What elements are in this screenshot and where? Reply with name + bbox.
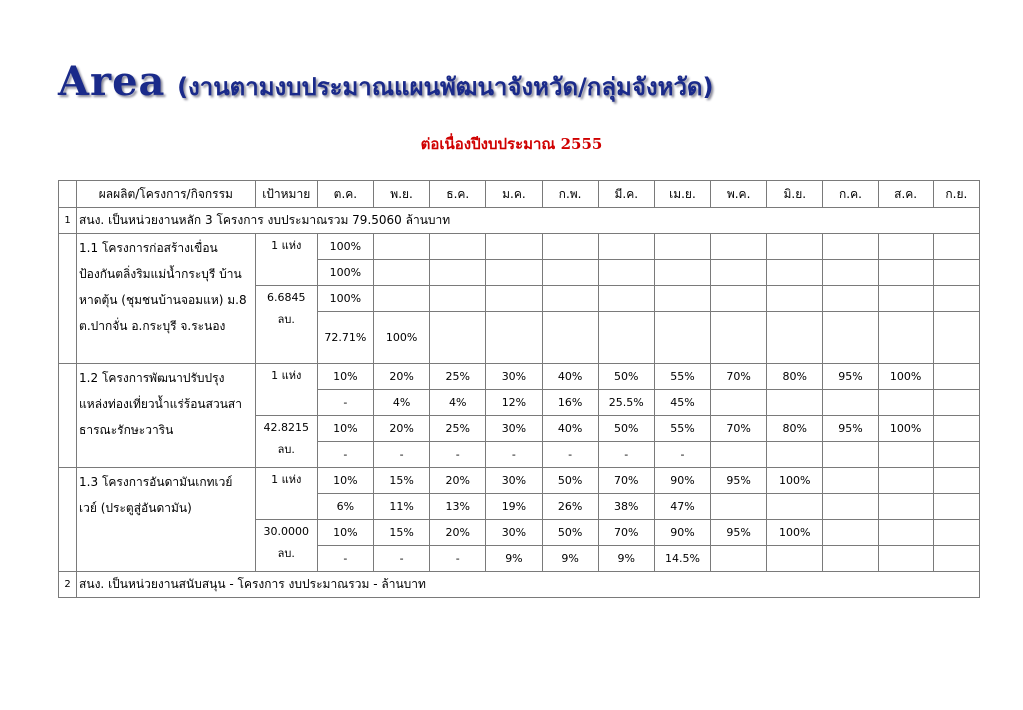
progress-cell: 70% bbox=[711, 364, 767, 390]
progress-cell: 95% bbox=[711, 520, 767, 546]
progress-cell bbox=[767, 442, 823, 468]
progress-cell bbox=[654, 234, 710, 260]
progress-cell: 80% bbox=[767, 416, 823, 442]
progress-cell bbox=[933, 312, 979, 364]
progress-cell bbox=[933, 234, 979, 260]
progress-cell bbox=[654, 312, 710, 364]
progress-cell: 6% bbox=[317, 494, 373, 520]
progress-cell: 12% bbox=[486, 390, 542, 416]
header-row bbox=[59, 181, 980, 208]
progress-cell: 100% bbox=[878, 364, 933, 390]
progress-cell: 95% bbox=[823, 416, 878, 442]
progress-cell bbox=[933, 364, 979, 390]
progress-cell: 80% bbox=[767, 364, 823, 390]
progress-cell: 100% bbox=[767, 520, 823, 546]
progress-cell: 90% bbox=[654, 468, 710, 494]
progress-cell: 90% bbox=[654, 520, 710, 546]
progress-cell: 70% bbox=[598, 520, 654, 546]
target-budget-value: 6.6845 bbox=[266, 291, 306, 304]
progress-cell: - bbox=[317, 546, 373, 572]
progress-cell: 9% bbox=[486, 546, 542, 572]
progress-cell: 100% bbox=[878, 416, 933, 442]
progress-cell bbox=[430, 286, 486, 312]
progress-cell bbox=[598, 260, 654, 286]
section-number: 1 bbox=[59, 208, 77, 234]
plan-table bbox=[58, 180, 980, 598]
progress-cell bbox=[711, 260, 767, 286]
progress-cell: 10% bbox=[317, 520, 373, 546]
section-text: สนง. เป็นหน่วยงานสนับสนุน - โครงการ งบประมาณรวม - ล้านบาท bbox=[77, 572, 980, 598]
progress-cell: 20% bbox=[430, 468, 486, 494]
progress-cell bbox=[878, 286, 933, 312]
progress-cell: 30% bbox=[486, 520, 542, 546]
progress-cell bbox=[823, 260, 878, 286]
progress-cell bbox=[878, 442, 933, 468]
header-cell-month: ส.ค. bbox=[878, 181, 933, 208]
progress-cell: 15% bbox=[373, 468, 429, 494]
progress-cell: 50% bbox=[542, 468, 598, 494]
progress-cell bbox=[711, 234, 767, 260]
section-row bbox=[59, 208, 980, 234]
header-cell-month: มิ.ย. bbox=[767, 181, 823, 208]
progress-cell bbox=[767, 494, 823, 520]
progress-cell: 100% bbox=[317, 286, 373, 312]
target-budget-unit: ลบ. bbox=[277, 443, 295, 456]
progress-cell: 20% bbox=[430, 520, 486, 546]
progress-cell: 13% bbox=[430, 494, 486, 520]
progress-cell: 50% bbox=[542, 520, 598, 546]
progress-cell: - bbox=[542, 442, 598, 468]
progress-cell: 100% bbox=[317, 234, 373, 260]
title-sub: (งานตามงบประมาณแผนพัฒนาจังหวัด/กลุ่มจังหวัด) bbox=[177, 73, 714, 101]
progress-cell bbox=[598, 312, 654, 364]
target-budget-value: 30.0000 bbox=[263, 525, 309, 538]
progress-cell: 14.5% bbox=[654, 546, 710, 572]
table-row bbox=[59, 364, 980, 390]
header-cell-month: ก.ค. bbox=[823, 181, 878, 208]
progress-cell: 25.5% bbox=[598, 390, 654, 416]
progress-cell: 70% bbox=[598, 468, 654, 494]
progress-cell: 72.71% bbox=[317, 312, 373, 364]
table-row bbox=[59, 468, 980, 494]
progress-cell: 95% bbox=[711, 468, 767, 494]
header-cell-month: พ.ย. bbox=[373, 181, 429, 208]
progress-cell bbox=[430, 234, 486, 260]
progress-cell bbox=[486, 260, 542, 286]
progress-cell: 40% bbox=[542, 364, 598, 390]
progress-cell: 15% bbox=[373, 520, 429, 546]
progress-cell: 19% bbox=[486, 494, 542, 520]
progress-cell: 38% bbox=[598, 494, 654, 520]
progress-cell: 10% bbox=[317, 364, 373, 390]
progress-cell bbox=[878, 494, 933, 520]
header-cell-month: ธ.ค. bbox=[430, 181, 486, 208]
progress-cell: 9% bbox=[542, 546, 598, 572]
progress-cell bbox=[878, 260, 933, 286]
header-cell-no bbox=[59, 181, 77, 208]
target-unit: 1 แห่ง bbox=[255, 364, 317, 416]
progress-cell: 9% bbox=[598, 546, 654, 572]
progress-cell: 4% bbox=[373, 390, 429, 416]
progress-cell bbox=[823, 286, 878, 312]
progress-cell: 70% bbox=[711, 416, 767, 442]
progress-cell bbox=[767, 234, 823, 260]
progress-cell bbox=[542, 234, 598, 260]
progress-cell bbox=[542, 286, 598, 312]
row-number-cell bbox=[59, 364, 77, 468]
header-cell-month: ต.ค. bbox=[317, 181, 373, 208]
progress-cell bbox=[654, 260, 710, 286]
progress-cell bbox=[878, 546, 933, 572]
progress-cell bbox=[711, 546, 767, 572]
progress-cell: 11% bbox=[373, 494, 429, 520]
progress-cell bbox=[542, 260, 598, 286]
target-budget-unit: ลบ. bbox=[277, 547, 295, 560]
target-budget bbox=[255, 286, 317, 364]
progress-cell bbox=[823, 546, 878, 572]
progress-cell bbox=[373, 260, 429, 286]
progress-cell bbox=[486, 312, 542, 364]
progress-cell bbox=[711, 286, 767, 312]
progress-cell bbox=[823, 494, 878, 520]
progress-cell: 100% bbox=[767, 468, 823, 494]
title-main: Area bbox=[58, 58, 166, 105]
progress-cell bbox=[654, 286, 710, 312]
header-cell-month: ม.ค. bbox=[486, 181, 542, 208]
progress-cell bbox=[823, 442, 878, 468]
progress-cell bbox=[933, 416, 979, 442]
target-budget-value: 42.8215 bbox=[263, 421, 309, 434]
target-budget bbox=[255, 520, 317, 572]
progress-cell: 100% bbox=[373, 312, 429, 364]
page-title bbox=[58, 58, 714, 106]
progress-cell: 45% bbox=[654, 390, 710, 416]
progress-cell: - bbox=[598, 442, 654, 468]
progress-cell bbox=[823, 234, 878, 260]
progress-cell: 50% bbox=[598, 364, 654, 390]
section-text: สนง. เป็นหน่วยงานหลัก 3 โครงการ งบประมาณรวม 79.5060 ล้านบาท bbox=[77, 208, 980, 234]
project-name: 1.1 โครงการก่อสร้างเขื่อนป้องกันตลิ่งริมแม่น้ำกระบุรี บ้านหาดตุ้น (ชุมชนบ้านจอมแห) ม.8 ต.ปากจั่น อ.กระบุรี จ.ระนอง bbox=[77, 234, 256, 364]
progress-cell: 25% bbox=[430, 416, 486, 442]
progress-cell bbox=[486, 286, 542, 312]
progress-cell bbox=[486, 234, 542, 260]
progress-cell: 20% bbox=[373, 416, 429, 442]
progress-cell bbox=[878, 234, 933, 260]
progress-cell: 55% bbox=[654, 416, 710, 442]
section-number: 2 bbox=[59, 572, 77, 598]
project-name: 1.2 โครงการพัฒนาปรับปรุงแหล่งท่องเที่ยวน้ำแร่ร้อนสวนสาธารณะรักษะวาริน bbox=[77, 364, 256, 468]
header-cell-project: ผลผลิต/โครงการ/กิจกรรม bbox=[77, 181, 256, 208]
progress-cell bbox=[933, 260, 979, 286]
progress-cell bbox=[823, 390, 878, 416]
progress-cell bbox=[430, 260, 486, 286]
progress-cell: 25% bbox=[430, 364, 486, 390]
progress-cell bbox=[933, 442, 979, 468]
progress-cell: - bbox=[373, 546, 429, 572]
progress-cell bbox=[878, 312, 933, 364]
progress-cell: 16% bbox=[542, 390, 598, 416]
progress-cell bbox=[711, 442, 767, 468]
header-cell-month: มี.ค. bbox=[598, 181, 654, 208]
progress-cell: - bbox=[430, 442, 486, 468]
header-cell-month: ก.ย. bbox=[933, 181, 979, 208]
progress-cell bbox=[878, 390, 933, 416]
progress-cell bbox=[823, 468, 878, 494]
progress-cell: 55% bbox=[654, 364, 710, 390]
progress-cell bbox=[767, 286, 823, 312]
progress-cell bbox=[711, 390, 767, 416]
progress-cell: 4% bbox=[430, 390, 486, 416]
progress-cell bbox=[933, 286, 979, 312]
header-cell-target: เป้าหมาย bbox=[255, 181, 317, 208]
progress-cell bbox=[373, 286, 429, 312]
progress-cell bbox=[711, 494, 767, 520]
progress-cell: 95% bbox=[823, 364, 878, 390]
progress-cell: 50% bbox=[598, 416, 654, 442]
progress-cell: 30% bbox=[486, 468, 542, 494]
progress-cell bbox=[430, 312, 486, 364]
target-unit: 1 แห่ง bbox=[255, 234, 317, 286]
progress-cell: 100% bbox=[317, 260, 373, 286]
progress-cell: 10% bbox=[317, 416, 373, 442]
header-cell-month: เม.ย. bbox=[654, 181, 710, 208]
page-subtitle: ต่อเนื่องปีงบประมาณ 2555 bbox=[420, 135, 603, 153]
progress-cell bbox=[767, 312, 823, 364]
progress-cell bbox=[767, 546, 823, 572]
row-number-cell bbox=[59, 468, 77, 572]
progress-cell bbox=[933, 546, 979, 572]
table-body bbox=[59, 208, 980, 598]
target-budget bbox=[255, 416, 317, 468]
progress-cell bbox=[767, 390, 823, 416]
row-number-cell bbox=[59, 234, 77, 364]
section-row bbox=[59, 572, 980, 598]
project-name: 1.3 โครงการอันดามันเกทเวย์ เวย์ (ประตูสู่อันดามัน) bbox=[77, 468, 256, 572]
progress-cell: 26% bbox=[542, 494, 598, 520]
progress-cell bbox=[823, 520, 878, 546]
progress-cell bbox=[373, 234, 429, 260]
progress-cell: 30% bbox=[486, 364, 542, 390]
header-cell-month: ก.พ. bbox=[542, 181, 598, 208]
table-row bbox=[59, 234, 980, 260]
progress-cell bbox=[878, 468, 933, 494]
progress-cell bbox=[711, 312, 767, 364]
progress-cell bbox=[598, 286, 654, 312]
progress-cell bbox=[933, 520, 979, 546]
progress-cell bbox=[933, 390, 979, 416]
progress-cell bbox=[598, 234, 654, 260]
target-unit: 1 แห่ง bbox=[255, 468, 317, 520]
progress-cell bbox=[933, 468, 979, 494]
progress-cell: - bbox=[373, 442, 429, 468]
progress-cell: 47% bbox=[654, 494, 710, 520]
progress-cell bbox=[878, 520, 933, 546]
progress-cell: - bbox=[317, 442, 373, 468]
header-cell-month: พ.ค. bbox=[711, 181, 767, 208]
progress-cell: - bbox=[430, 546, 486, 572]
progress-cell bbox=[542, 312, 598, 364]
progress-cell: 40% bbox=[542, 416, 598, 442]
progress-cell bbox=[823, 312, 878, 364]
progress-cell bbox=[767, 260, 823, 286]
progress-cell: 30% bbox=[486, 416, 542, 442]
progress-cell: - bbox=[654, 442, 710, 468]
progress-cell: 20% bbox=[373, 364, 429, 390]
progress-cell: - bbox=[486, 442, 542, 468]
progress-cell bbox=[933, 494, 979, 520]
progress-cell: 10% bbox=[317, 468, 373, 494]
target-budget-unit: ลบ. bbox=[277, 313, 295, 326]
progress-cell: - bbox=[317, 390, 373, 416]
